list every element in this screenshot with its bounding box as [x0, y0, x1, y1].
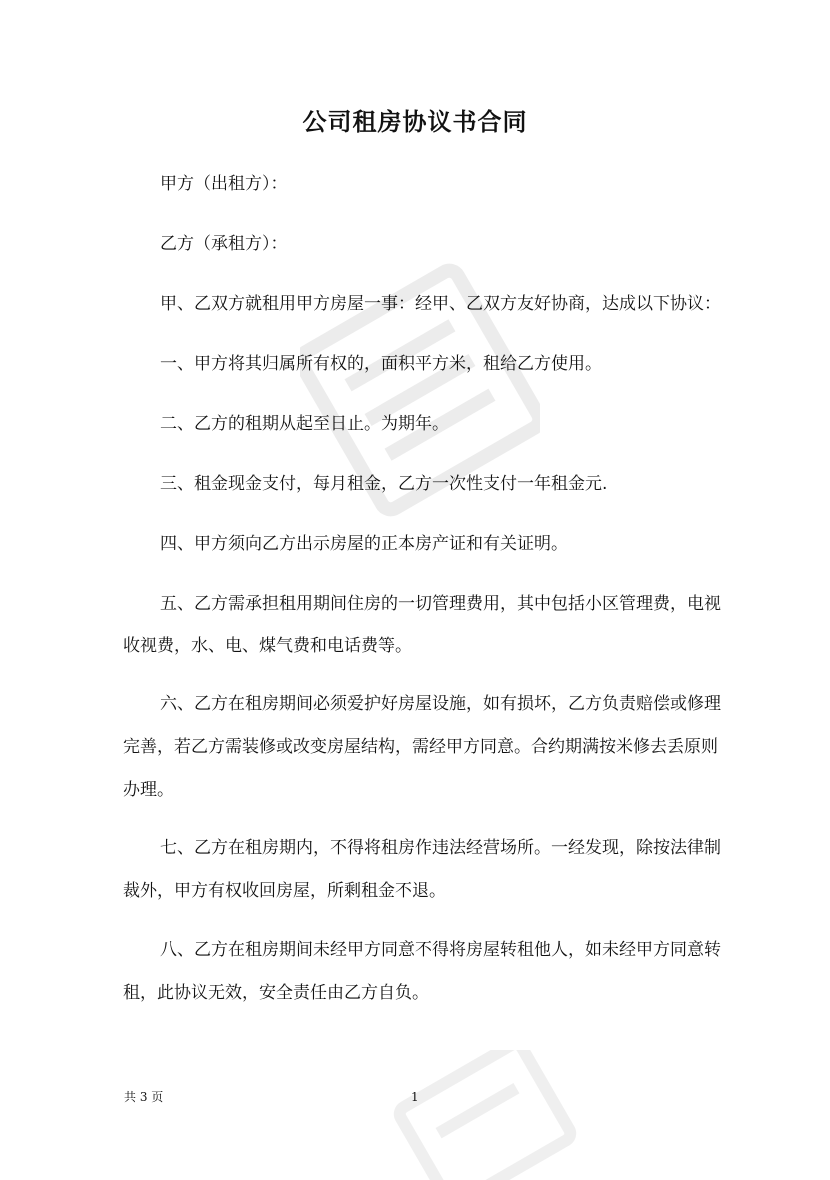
watermark-logo-bottom	[380, 1050, 580, 1180]
clause-7-line-2: 裁外，甲方有权收回房屋，所剩租金不退。	[123, 881, 446, 901]
clause-5-line-2: 收视费，水、电、煤气费和电话费等。	[123, 636, 412, 656]
clause-6-line-1: 六、乙方在租房期间必须爱护好房屋设施，如有损坏，乙方负责赔偿或修理	[160, 694, 721, 714]
clause-2-line: 二、乙方的租期从起至日止。为期年。	[160, 414, 449, 434]
clause-8-line-2: 租，此协议无效，安全责任由乙方自负。	[123, 983, 429, 1003]
preamble-line: 甲、乙双方就租用甲方房屋一事：经甲、乙双方友好协商，达成以下协议：	[160, 294, 721, 314]
clause-6-line-3: 办理。	[123, 780, 174, 800]
clause-3-line: 三、租金现金支付，每月租金，乙方一次性支付一年租金元.	[160, 474, 608, 494]
clause-7-line-1: 七、乙方在租房期内，不得将租房作违法经营场所。一经发现，除按法律制	[160, 838, 721, 858]
document-title: 公司租房协议书合同	[302, 108, 528, 136]
footer-total-pages: 共 3 页	[124, 1090, 164, 1104]
clause-5-line-1: 五、乙方需承担租用期间住房的一切管理费用，其中包括小区管理费，电视	[160, 594, 721, 614]
clause-4-line: 四、甲方须向乙方出示房屋的正本房产证和有关证明。	[160, 534, 568, 554]
footer-page-number: 1	[411, 1090, 419, 1104]
party-a-line: 甲方（出租方）：	[160, 174, 288, 194]
party-b-line: 乙方（承租方）：	[160, 234, 288, 254]
clause-1-line: 一、甲方将其归属所有权的，面积平方米，租给乙方使用。	[160, 354, 602, 374]
clause-6-line-2: 完善，若乙方需装修或改变房屋结构，需经甲方同意。合约期满按米修去丢原则	[123, 737, 718, 757]
clause-8-line-1: 八、乙方在租房期间未经甲方同意不得将房屋转租他人，如未经甲方同意转	[160, 940, 721, 960]
